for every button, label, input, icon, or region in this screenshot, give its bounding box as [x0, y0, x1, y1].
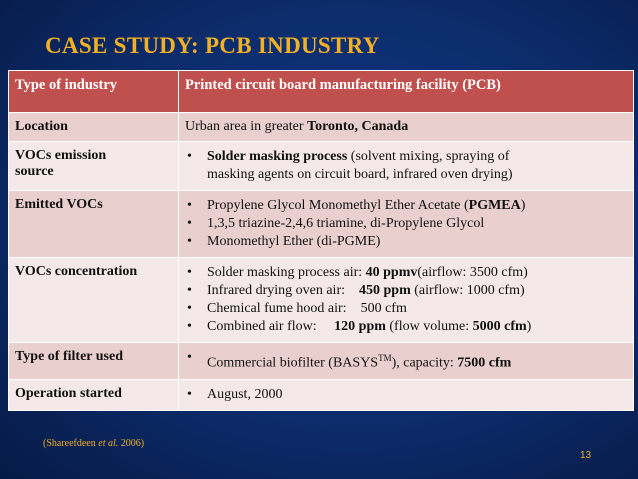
row-label: Operation started — [9, 379, 179, 410]
table-row-emitted — [9, 191, 634, 258]
bullet-icon: • — [187, 198, 192, 213]
page-number: 13 — [580, 450, 592, 461]
list-item: • Propylene Glycol Monomethyl Ether Acetate (PGMEA) — [187, 198, 526, 213]
list-item: • August, 2000 — [187, 386, 283, 402]
bullet-icon: • — [187, 301, 192, 316]
list-item: • Commercial biofilter (BASYS™), capacity: 7500 cfm — [187, 350, 512, 371]
row-value — [179, 142, 634, 191]
list-item: • Solder masking process (solvent mixing, spraying of masking agents on circuit board, infrared oven drying) — [187, 149, 513, 182]
table-row-concentration — [9, 258, 634, 343]
list-item: • Solder masking process air: 40 ppmv(airflow: 3500 cfm) — [187, 265, 528, 280]
list-item: • Monomethyl Ether (di-PGME) — [187, 234, 381, 249]
table-row-operation — [9, 379, 634, 410]
bullet-icon: • — [187, 319, 192, 334]
table-header-row — [9, 71, 634, 113]
bullet-icon: • — [187, 265, 192, 280]
list-item: • Combined air flow: 120 ppm (flow volume: 5000 cfm) — [187, 319, 532, 334]
bullet-icon: • — [187, 386, 192, 402]
row-label: Emitted VOCs — [9, 191, 179, 258]
row-label: Location — [9, 113, 179, 142]
row-label: Type of filter used — [9, 343, 179, 380]
row-value: Urban area in greater Toronto, Canada — [179, 113, 634, 142]
table-row-location — [9, 113, 634, 142]
list-item: • 1,3,5 triazine-2,4,6 triamine, di-Propylene Glycol — [187, 216, 485, 231]
bullet-icon: • — [187, 216, 192, 231]
row-value — [179, 379, 634, 410]
table-row-filter — [9, 343, 634, 380]
case-study-table — [8, 70, 634, 411]
row-label: VOCs concentration — [9, 258, 179, 343]
row-label: VOCs emission source — [9, 142, 179, 191]
bullet-icon: • — [187, 149, 192, 164]
slide-title: CASE STUDY: PCB INDUSTRY — [45, 33, 380, 58]
list-item: • Chemical fume hood air: 500 cfm — [187, 301, 407, 316]
row-value — [179, 258, 634, 343]
header-value: Printed circuit board manufacturing facility (PCB) — [179, 71, 634, 113]
bullet-icon: • — [187, 350, 192, 365]
table-row-source — [9, 142, 634, 191]
header-label: Type of industry — [9, 71, 179, 113]
citation: (Shareefdeen et al. 2006) — [43, 438, 145, 449]
bullet-icon: • — [187, 283, 192, 298]
list-item: • Infrared drying oven air: 450 ppm (airflow: 1000 cfm) — [187, 283, 525, 298]
row-value — [179, 191, 634, 258]
bullet-icon: • — [187, 234, 192, 249]
row-value — [179, 343, 634, 380]
